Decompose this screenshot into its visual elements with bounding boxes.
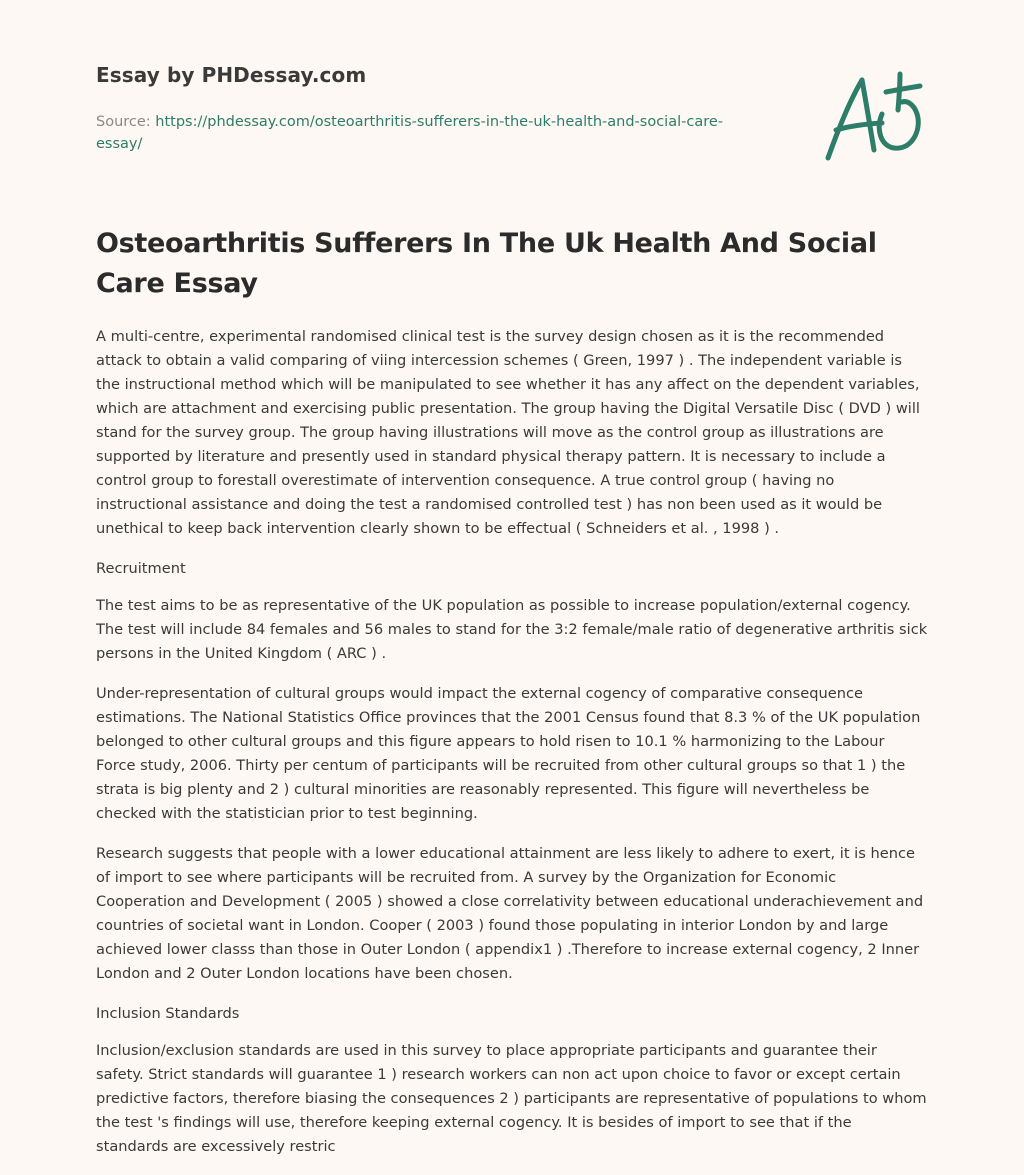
essay-body — [96, 325, 928, 1175]
essay-title: Osteoarthritis Sufferers In The Uk Health And Social Care Essay — [96, 228, 877, 299]
site-brand: Essay by PHDessay.com — [96, 63, 367, 87]
a-plus-logo-icon — [820, 68, 928, 168]
source-label: Source: — [96, 114, 151, 130]
paragraph: The test aims to be as representative of the UK population as possible to increase population/external cogency. The test will include 84 females and 56 males to stand for the 3:2 female/male ratio of degenerative arthritis sick persons in the United Kingdom ( ARC ) . — [96, 597, 928, 662]
paragraph: Inclusion/exclusion standards are used in this survey to place appropriate participants and guarantee their safety. Strict standards will guarantee 1 ) research workers can non act upon choice to favor or except certain predictive factors, therefore biasing the consequences 2 ) participants are representative of populations to whom the test 's findings will use, therefore keeping external cogency. It is besides of import to see that if the standards are excessively restric — [96, 1042, 927, 1155]
paragraph: Research suggests that people with a lower educational attainment are less likely to adhere to exert, it is hence of import to see where participants will be recruited from. A survey by the Organization for Economic Cooperation and Development ( 2005 ) showed a close correlativity between educational underachievement and countries of societal want in London. Cooper ( 2003 ) found those populating in interior London by and large achieved lower classs than those in Outer London ( appendix1 ) .Therefore to increase external cogency, 2 Inner London and 2 Outer London locations have been chosen. — [96, 845, 924, 982]
source-link[interactable]: https://phdessay.com/osteoarthritis-sufferers-in-the-uk-health-and-social-care-essay/ — [96, 114, 724, 152]
paragraph: A multi-centre, experimental randomised clinical test is the survey design chosen as it is the recommended attack to obtain a valid comparing of viing intercession schemes ( Green, 1997 ) . The independent variable is the instructional method which will be manipulated to see whether it has any affect on the dependent variables, which are attachment and exercising public presentation. The group having the Digital Versatile Disc ( DVD ) will stand for the survey group. The group having illustrations will move as the control group as illustrations are supported by literature and presently used in standard physical therapy pattern. It is necessary to include a control group to forestall overestimate of intervention consequence. A true control group ( having no instructional assistance and doing the test a randomised controlled test ) has non been used as it would be unethical to keep back intervention clearly shown to be effectual ( Schneiders et al. , 1998 ) . — [96, 328, 920, 537]
section-heading-inclusion-standards: Inclusion Standards — [96, 1005, 240, 1022]
source-line — [96, 111, 756, 155]
section-heading-recruitment: Recruitment — [96, 560, 186, 577]
paragraph: Under-representation of cultural groups would impact the external cogency of comparative consequence estimations. The National Statistics Office provinces that the 2001 Census found that 8.3 % of the UK population belonged to other cultural groups and this figure appears to hold risen to 10.1 % harmonizing to the Labour Force study, 2006. Thirty per centum of participants will be recruited from other cultural groups so that 1 ) the strata is big plenty and 2 ) cultural minorities are reasonably represented. This figure will nevertheless be checked with the statistician prior to test beginning. — [96, 685, 921, 822]
